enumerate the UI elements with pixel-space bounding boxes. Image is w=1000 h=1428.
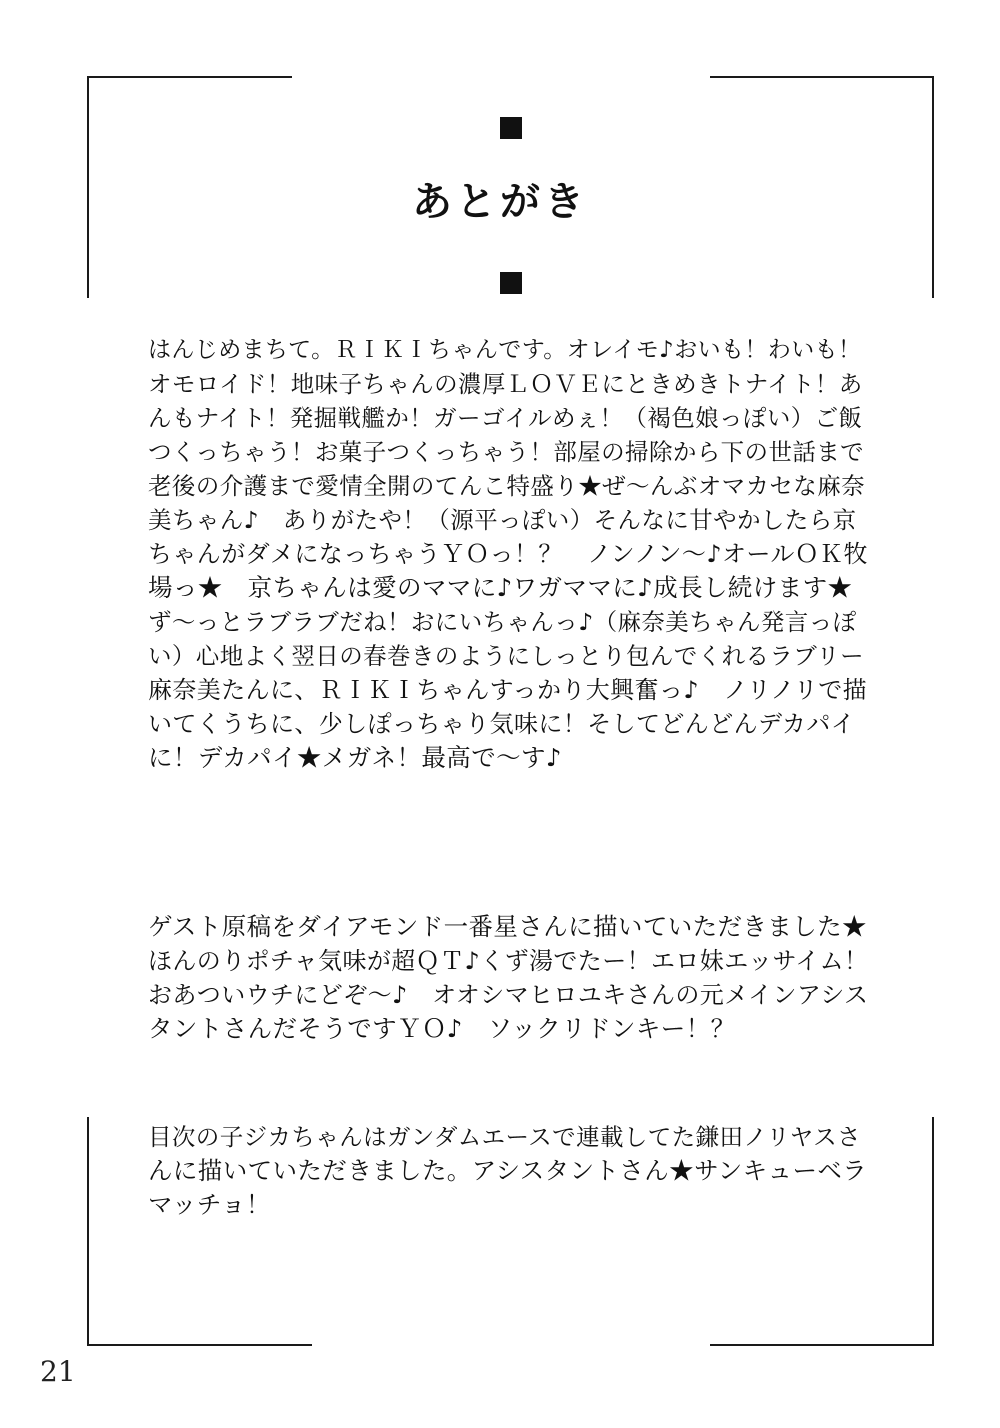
text-line: 老後の介護まで愛情全開のてんこ特盛り★ぜ〜んぶオマカセな麻奈: [148, 472, 865, 500]
text-line: タントさんだそうですＹＯ♪ ソックリドンキー！？: [148, 1014, 736, 1043]
black-square-ornament-bottom: [500, 272, 522, 294]
text-line: 麻奈美たんに、ＲＩＫＩちゃんすっかり大興奮っ♪ ノリノリで描: [148, 676, 867, 704]
afterword-paragraph-3: [148, 1120, 868, 1222]
text-line: 場っ★ 京ちゃんは愛のママに♪ワガママに♪成長し続けます★: [148, 573, 853, 602]
frame-bottom-right-vertical: [932, 1117, 934, 1346]
text-line: マッチョ！: [148, 1190, 271, 1219]
frame-bottom-left-vertical: [87, 1117, 89, 1346]
text-line: んに描いていただきました。アシスタントさん★サンキューベラ: [148, 1156, 868, 1185]
text-line: に！デカパイ★メガネ！最高で〜す♪: [148, 743, 562, 772]
text-line: 目次の子ジカちゃんはガンダムエースで連載してた鎌田ノリヤスさ: [148, 1123, 862, 1151]
text-line: はんじめまちて。ＲＩＫＩちゃんです。オレイモ♪おいも！わいも！: [148, 337, 862, 363]
frame-bottom-left-horizontal: [87, 1344, 312, 1346]
text-line: つくっちゃう！お菓子つくっちゃう！部屋の掃除から下の世話まで: [148, 438, 865, 466]
text-line: ゲスト原稿をダイアモンド一番星さんに描いていただきました★: [148, 912, 867, 941]
text-line: オモロイド！地味子ちゃんの濃厚ＬＯＶＥにときめきトナイト！あ: [148, 370, 863, 398]
text-line: いてくうちに、少しぽっちゃり気味に！そしてどんどんデカパイ: [148, 710, 856, 738]
frame-top-left-horizontal: [87, 76, 292, 78]
black-square-ornament-top: [500, 117, 522, 139]
afterword-paragraph-1: [148, 333, 868, 775]
text-line: おあついウチにどぞ〜♪ オオシマヒロユキさんの元メインアシス: [148, 981, 869, 1009]
text-line: い）心地よく翌日の春巻きのようにしっとり包んでくれるラブリー: [148, 642, 865, 670]
text-line: ず〜っとラブラブだね！おにいちゃんっ♪（麻奈美ちゃん発言っぽ: [148, 608, 857, 636]
frame-top-right-horizontal: [710, 76, 934, 78]
afterword-paragraph-2: [148, 910, 868, 1046]
text-line: ちゃんがダメになっちゃうＹＯっ！？ ノンノン〜♪オールＯＫ牧: [148, 540, 868, 568]
text-line: 美ちゃん♪ ありがたや！（源平っぽい）そんなに甘やかしたら京: [148, 506, 857, 534]
frame-bottom-right-horizontal: [710, 1344, 934, 1346]
text-line: んもナイト！発掘戦艦か！ガーゴイルめぇ！（褐色娘っぽい）ご飯: [148, 404, 863, 432]
page-number: 21: [40, 1355, 76, 1388]
text-line: ほんのりポチャ気味が超ＱＴ♪くず湯でたー！エロ妹エッサイム！: [148, 947, 869, 975]
page-title: あとがき: [412, 179, 588, 225]
